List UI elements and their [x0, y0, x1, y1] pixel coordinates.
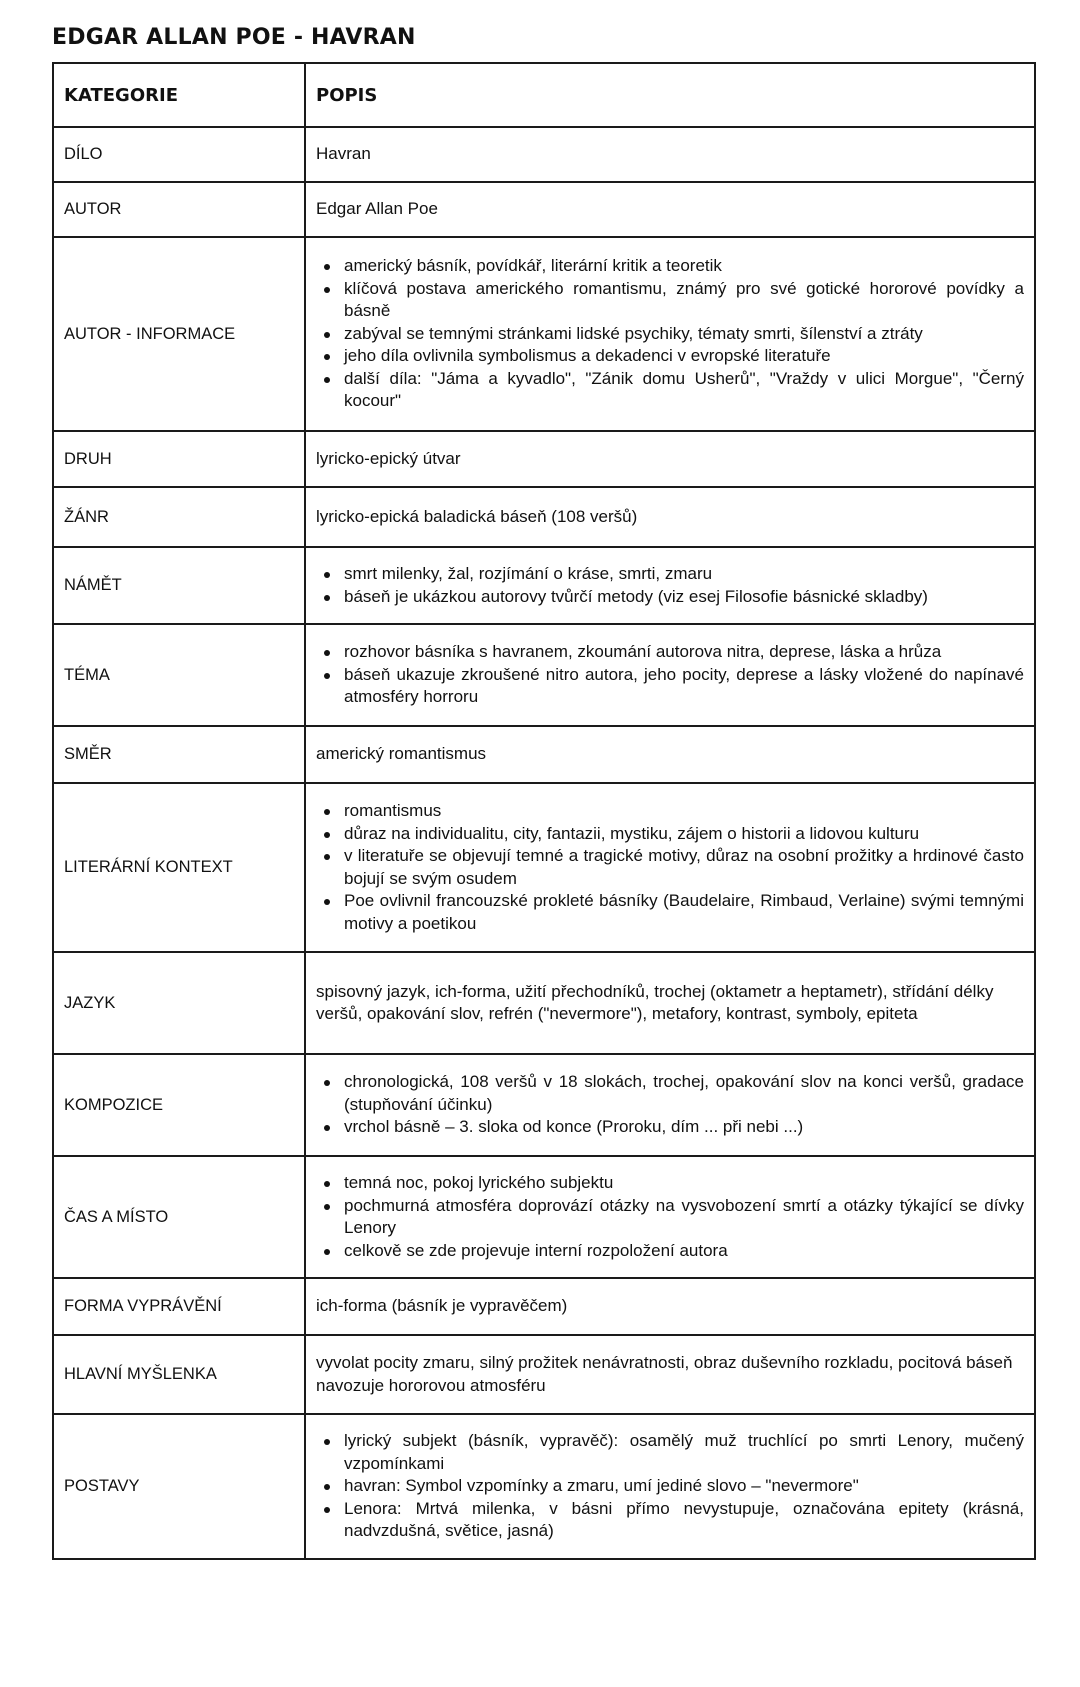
bullet-list	[316, 1430, 1024, 1543]
table-row	[53, 1414, 1035, 1559]
table-row	[53, 237, 1035, 431]
table-row	[53, 182, 1035, 237]
row-description: Edgar Allan Poe	[305, 182, 1035, 237]
row-label: ŽÁNR	[53, 487, 305, 547]
list-item: lyrický subjekt (básník, vypravěč): osamělý muž truchlící po smrti Lenory, mučený vzpomínkami	[344, 1430, 1024, 1475]
list-item: důraz na individualitu, city, fantazii, mystiku, zájem o historii a lidovou kulturu	[344, 823, 1024, 846]
table-row	[53, 127, 1035, 182]
table-row	[53, 726, 1035, 783]
table-row	[53, 1335, 1035, 1414]
list-item: báseň je ukázkou autorovy tvůrčí metody (viz esej Filosofie básnické skladby)	[344, 586, 1024, 609]
table-row	[53, 431, 1035, 487]
list-item: chronologická, 108 veršů v 18 slokách, trochej, opakování slov na konci veršů, gradace (stupňování účinku)	[344, 1071, 1024, 1116]
row-label: JAZYK	[53, 952, 305, 1054]
table-row	[53, 487, 1035, 547]
row-description	[305, 1156, 1035, 1278]
row-description	[305, 783, 1035, 952]
row-description	[305, 1414, 1035, 1559]
list-item: báseň ukazuje zkroušené nitro autora, jeho pocity, deprese a lásky vložené do napínavé atmosféry horroru	[344, 664, 1024, 709]
list-item: temná noc, pokoj lyrického subjektu	[344, 1172, 1024, 1195]
list-item: Lenora: Mrtvá milenka, v básni přímo nevystupuje, označována epitety (krásná, nadvzdušná, světice, jasná)	[344, 1498, 1024, 1543]
list-item: celkově se zde projevuje interní rozpoložení autora	[344, 1240, 1024, 1263]
list-item: Poe ovlivnil francouzské prokleté básníky (Baudelaire, Rimbaud, Verlaine) svými temnými motivy a poetikou	[344, 890, 1024, 935]
list-item: jeho díla ovlivnila symbolismus a dekadenci v evropské literatuře	[344, 345, 1024, 368]
row-label: ČAS A MÍSTO	[53, 1156, 305, 1278]
list-item: zabýval se temnými stránkami lidské psychiky, tématy smrti, šílenství a ztráty	[344, 323, 1024, 346]
list-item: americký básník, povídkář, literární kritik a teoretik	[344, 255, 1024, 278]
list-item: další díla: "Jáma a kyvadlo", "Zánik domu Usherů", "Vraždy v ulici Morgue", "Černý kocour"	[344, 368, 1024, 413]
row-label: AUTOR - INFORMACE	[53, 237, 305, 431]
row-description: Havran	[305, 127, 1035, 182]
list-item: smrt milenky, žal, rozjímání o kráse, smrti, zmaru	[344, 563, 1024, 586]
row-label: NÁMĚT	[53, 547, 305, 624]
row-label: SMĚR	[53, 726, 305, 783]
list-item: romantismus	[344, 800, 1024, 823]
document-title: EDGAR ALLAN POE - HAVRAN	[52, 25, 416, 50]
table-row	[53, 1278, 1035, 1335]
summary-table	[52, 62, 1036, 1560]
bullet-list	[316, 255, 1024, 413]
row-description	[305, 547, 1035, 624]
row-description: spisovný jazyk, ich-forma, užití přechodníků, trochej (oktametr a heptametr), střídání délky veršů, opakování slov, refrén ("nevermore"), metafory, kontrast, symboly, epiteta	[305, 952, 1035, 1054]
row-label: POSTAVY	[53, 1414, 305, 1559]
table-row	[53, 1156, 1035, 1278]
row-description	[305, 237, 1035, 431]
row-description: lyricko-epický útvar	[305, 431, 1035, 487]
bullet-list	[316, 1071, 1024, 1139]
row-label: LITERÁRNÍ KONTEXT	[53, 783, 305, 952]
row-label: DÍLO	[53, 127, 305, 182]
row-description	[305, 1054, 1035, 1156]
row-label: HLAVNÍ MYŠLENKA	[53, 1335, 305, 1414]
row-description	[305, 624, 1035, 726]
header-description: POPIS	[305, 63, 1035, 127]
list-item: pochmurná atmosféra doprovází otázky na vysvobození smrtí a otázky týkající se dívky Lenory	[344, 1195, 1024, 1240]
bullet-list	[316, 563, 1024, 608]
list-item: rozhovor básníka s havranem, zkoumání autorova nitra, deprese, láska a hrůza	[344, 641, 1024, 664]
row-label: KOMPOZICE	[53, 1054, 305, 1156]
row-label: DRUH	[53, 431, 305, 487]
row-label: FORMA VYPRÁVĚNÍ	[53, 1278, 305, 1335]
row-description: americký romantismus	[305, 726, 1035, 783]
row-description: ich-forma (básník je vypravěčem)	[305, 1278, 1035, 1335]
table-row	[53, 1054, 1035, 1156]
list-item: havran: Symbol vzpomínky a zmaru, umí jediné slovo – "nevermore"	[344, 1475, 1024, 1498]
header-category: KATEGORIE	[53, 63, 305, 127]
document-page	[52, 24, 1034, 1560]
table-row	[53, 624, 1035, 726]
list-item: vrchol básně – 3. sloka od konce (Proroku, dím ... při nebi ...)	[344, 1116, 1024, 1139]
list-item: v literatuře se objevují temné a tragické motivy, důraz na osobní prožitky a hrdinové často bojují se svým osudem	[344, 845, 1024, 890]
table-row	[53, 547, 1035, 624]
table-row	[53, 952, 1035, 1054]
bullet-list	[316, 800, 1024, 935]
table-header-row	[53, 63, 1035, 127]
list-item: klíčová postava amerického romantismu, známý pro své gotické hororové povídky a básně	[344, 278, 1024, 323]
row-label: TÉMA	[53, 624, 305, 726]
row-label: AUTOR	[53, 182, 305, 237]
row-description: vyvolat pocity zmaru, silný prožitek nenávratnosti, obraz duševního rozkladu, pocitová báseň navozuje hororovou atmosféru	[305, 1335, 1035, 1414]
bullet-list	[316, 641, 1024, 709]
row-description: lyricko-epická baladická báseň (108 veršů)	[305, 487, 1035, 547]
bullet-list	[316, 1172, 1024, 1262]
table-row	[53, 783, 1035, 952]
